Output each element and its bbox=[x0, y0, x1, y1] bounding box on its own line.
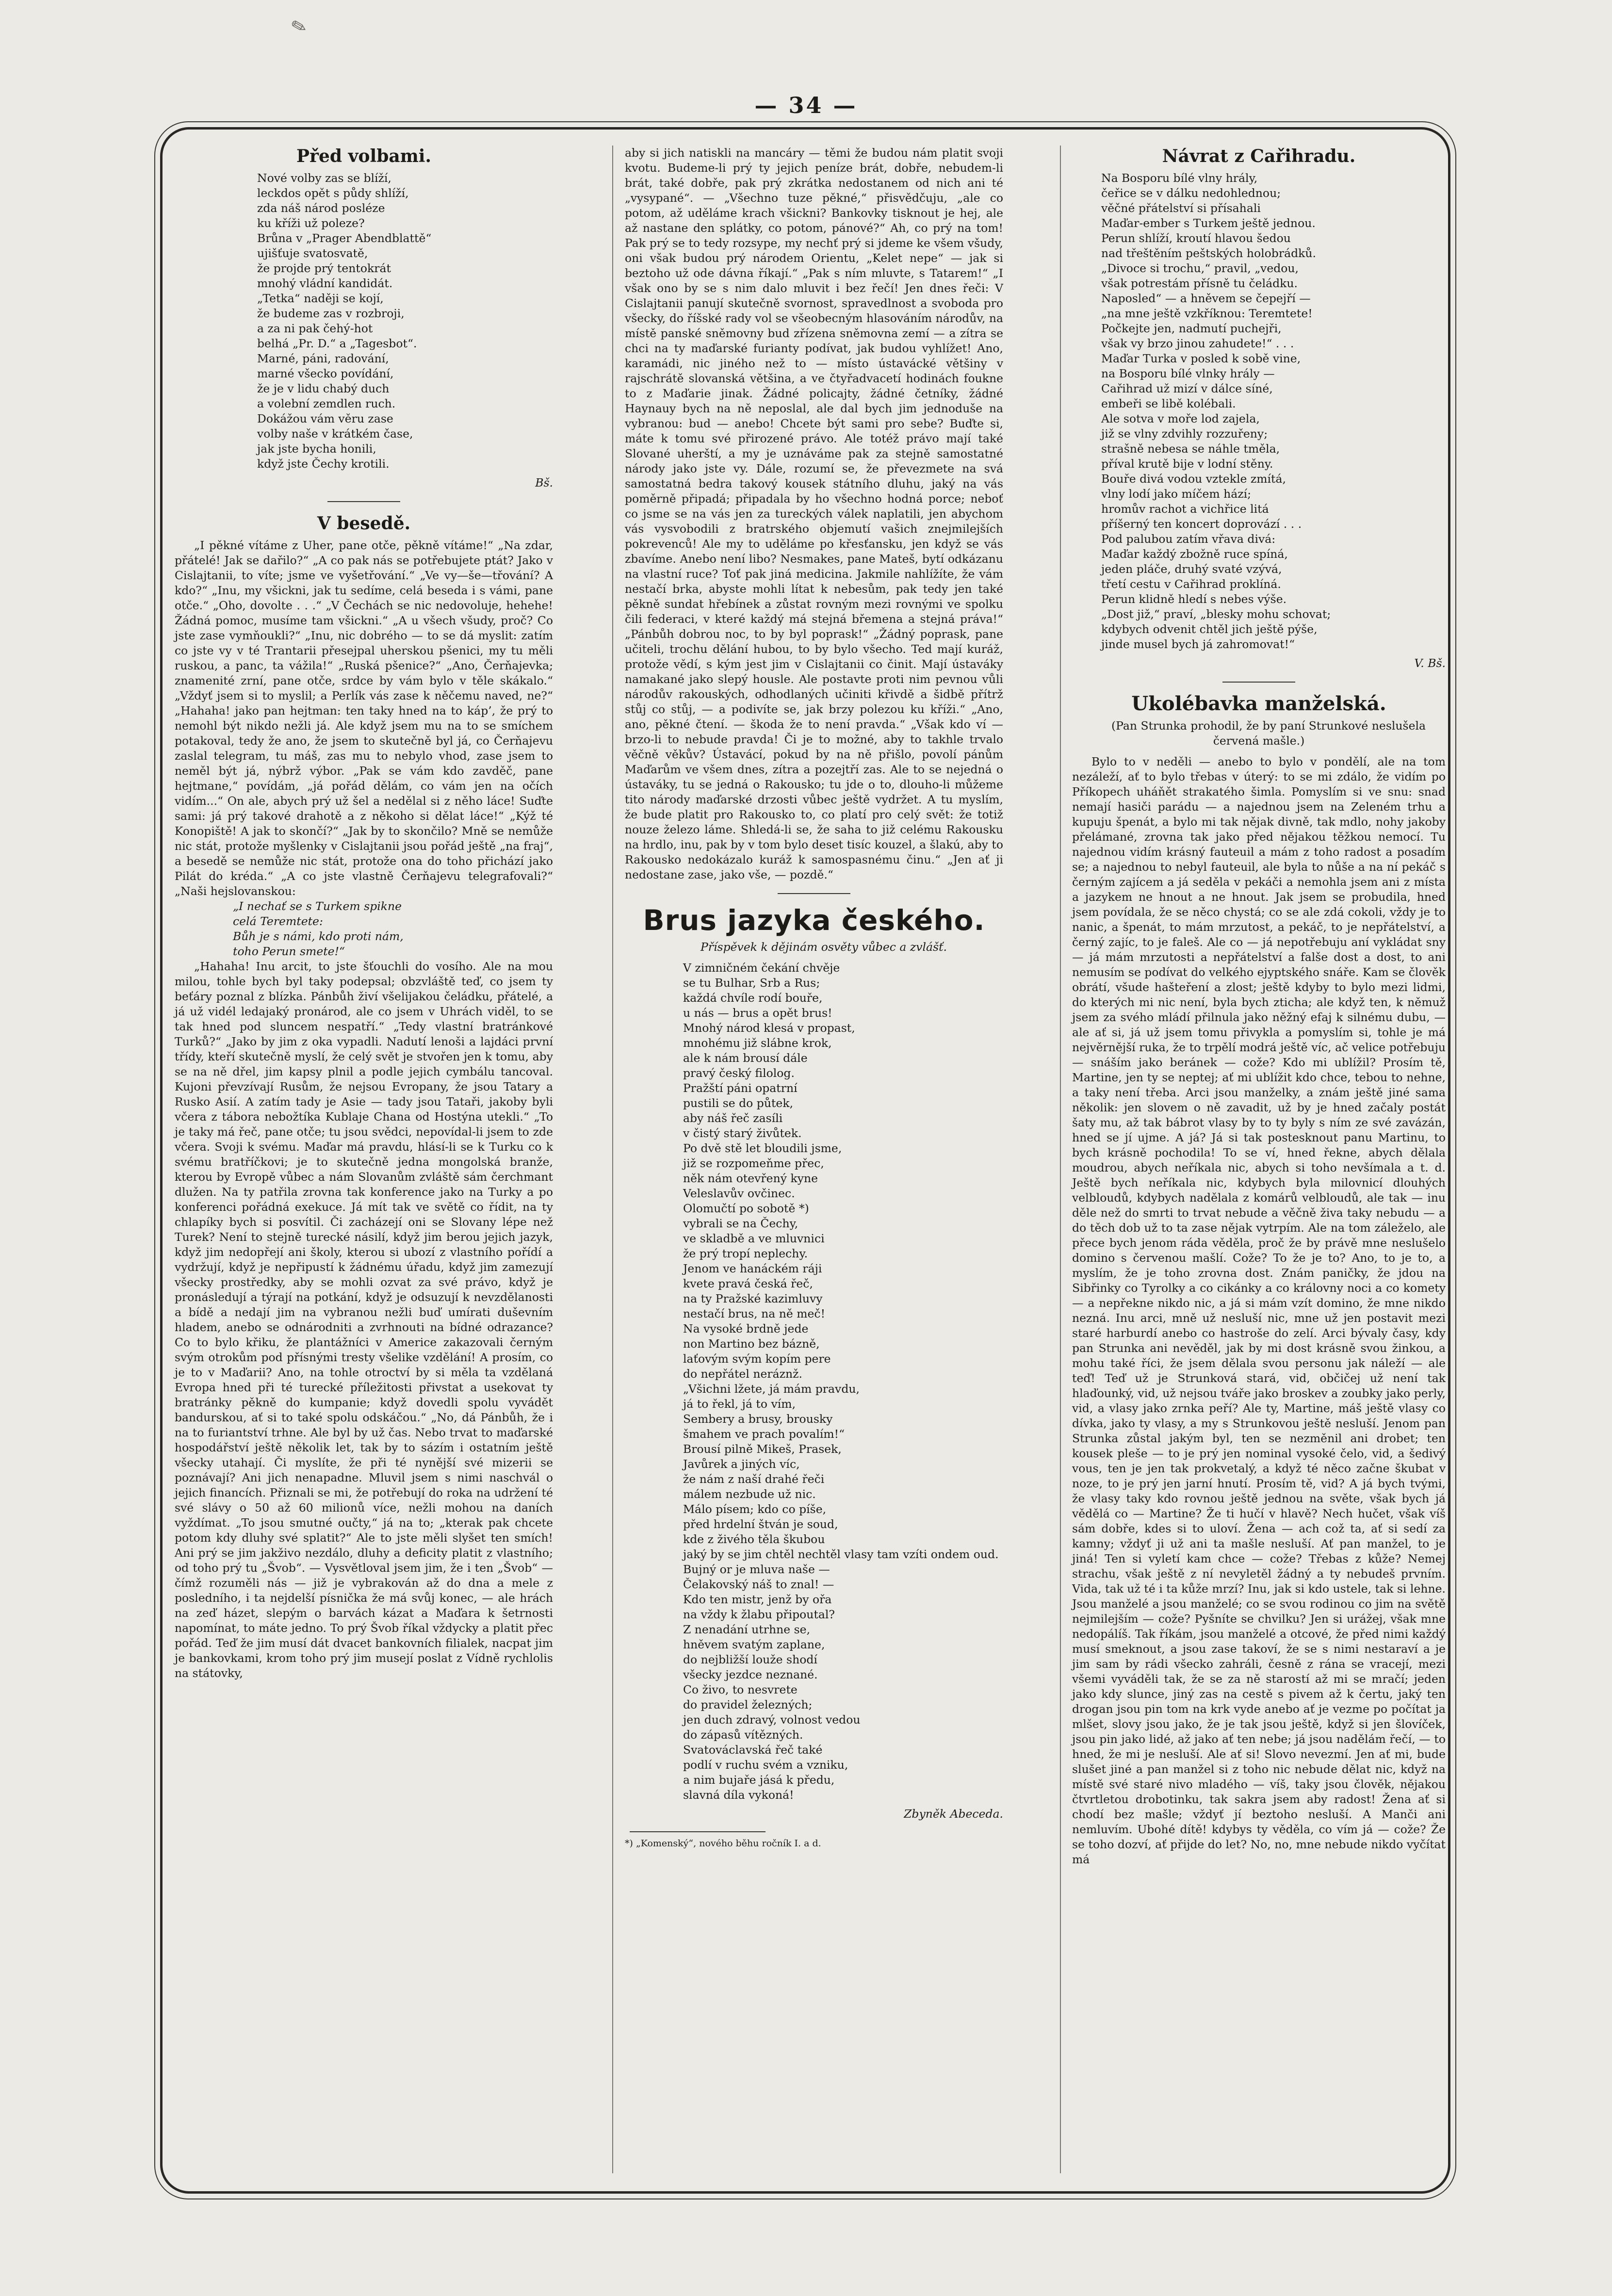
author-signature: V. Bš. bbox=[1414, 656, 1446, 670]
column-divider bbox=[612, 146, 613, 2173]
article-title-v-besede: V besedě. bbox=[317, 513, 411, 534]
column-right bbox=[1072, 146, 1446, 1867]
article-title-ukolebavka: Ukolébavka manželská. bbox=[1131, 692, 1386, 715]
article-subtitle: (Pan Strunka prohodil, že by paní Strunkové neslušela červená mašle.) bbox=[1111, 719, 1426, 748]
author-signature: Bš. bbox=[535, 476, 553, 489]
article-body-continued: „Hahaha! Inu arcit, to jste šťouchli do vosího. Ale na mou milou, tohle bych byl taky podepsal; obzvláště teď, co jsem ty beťáry poznal z blízka. Pánbůh živí všelijakou čeládku, přátelé, a já už vidél ledajaký pronárod, ale co jsem v Uhrách viděl, to se tak hned pod sluncem nespatří.“ „Tedy vlastní bratránkové Turků?“ „Jako by jim z oka vypadli. Nadutí lenoši a lajdáci první třídy, kteří skutečně myslí, že celý svět je stvořen jen k tomu, aby se na ně dřel, jim kapsy plnil a podle jejich cymbálu tancoval. Kujoni převzívají Rusům, že nejsou Evropany, že jsou Tatary a Rusko Asií. A zatím tady je Asie — tady jsou Tataři, jakoby byli včera z tábora nebožtíka Kublaje Chana od Hostýna utekli.“ „To je taky má řeč, pane otče; tu jsou svědci, nepovídal-li jsem to zde včera. Svoji k svému. Maďar má pravdu, hlásí-li se k Turku co k svému bratříčkovi; je to skutečně jedna mongolská branže, kterou by Evropě vůbec a nám Slovanům zvláště sám čerchmant dlužen. Na ty patřila zrovna tak konference jako na Turky a po konferenci pořádná exekuce. Já mít tak ve světě co řídit, na ty chlapíky bych si posvítil. Či zacházejí oni se Slovany lépe než Turek? Není to stejně turecké násilí, když jim berou jejich jazyk, když jim nedopřejí ani školy, kterou si ubozí z vlastního pořídí a vydržují, když je nepřipustí k žádnému úřadu, když jim zamezují všecky prostředky, aby se mohli ozvat za své právo, když je pronásledují a týrají na potkání, když je odsuzují k nevzdělanosti a bídě a nedají jim na vybranou nežli buď umírati duševním hladem, anebo se odnárodniti a zvrhnouti na bídné odrazance? Co to bylo křiku, že plantážníci v Americe zakazovali černým svým otrokům pod přísnými tresty všelike vzdělání! A prosím, co je to v Maďarii? Ano, na tohle otroctví by si měla ta vzdělaná Evropa hned při té turecké příležitosti přivstat a usekovat ty bratránky pěkně do kumpanie; když dovedli spolu vyvádět bandurskou, ať si to také spolu odskáčou.“ „No, dá Pánbůh, že i na to furiantství trhne. Ale byl by už čas. Nebo trvat to maďarské hospodářství ještě několik let, tak by to sázím i ostatním ještě všecky utahají. Či myslíte, že při té nynější své mizerii se poznávají? Ani jich nenapadne. Mluvil jsem s nimi naschvál o jejich financích. Přiznali se mi, že potřebují do roka na udržení té své slávy o 50 až 60 milionů více, nežli mohou na daních vyždímat. „To jsou smutné oučty,“ já na to; „kterak pak chcete potom kdy dluhy své splatit?“ Ale to jste měli slyšet ten smích! Ani prý se jim jakživo nezdálo, dluhy a deficity platit z vlastního; od toho prý tu „Švob“. — Vysvětloval jsem jim, že i ten „Švob“ — čímž rozuměli nás — již je vybrakován až do dna a mele z posledního, i ta nejdelší písnička že má svůj konec, — ale hrách na zeď házet, slepým o barvách kázat a Maďara k šetrnosti napomínat, to máte jedno. To prý Švob říkal vždycky a platit přec pořád. Teď že jim musí dát dvacet bankovních filialek, nacpat jim je bankovkami, krom toho prý jim musejí poslat z Vídně rychlolis na státovky, bbox=[175, 960, 553, 1680]
corner-smudge-icon: ✎ bbox=[289, 14, 309, 39]
article-body: „I pěkné vítáme z Uher, pane otče, pěkně vítáme!“ „Na zdar, přátelé! Jak se dařilo?“ „A co pak nás se potřebujete ptát? Jako v Cislajtanii, to víte; jsme ve vyšetřování.“ „Ve vy—še—třování? A kdo?“ „Inu, my všickni, jak tu sedíme, celá beseda i s vámi, pane otče.“ „Oho, dovolte . . .“ „V Čechách se nic nedovoluje, hehehe! Žádná pomoc, musíme tam všickni.“ „A u všech všudy, proč? Co jste zase vymňoukli?“ „Inu, nic dobrého — to se dá myslit: zatím co jste vy v té Trantarii přesejpal uherskou pšenici, my tu měli ruskou, a panc, ta vážila!“ „Ruská pšenice?“ „Ano, Čerňajevka; znamenité zrní, pane otče, srdce by vám bylo v těle skákalo.“ „Vždyť jsem si to myslil; a Perlík vás zase k něčemu naved, ne?“ „Hahaha! jako pan hejtman: ten taky hned na to káp’, že prý to nemohl být nikdo nežli já. Ale když jsem mu na to se smíchem potakoval, tedy že ano, že jsem to skutečně byl já, co Čerňajevu zaslal telegram, tu máš, zas mu to nebylo vhod, zase jsem to neměl být já, nýbrž výbor. „Pak se vám kdo zavděč, pane hejtmane,“ povídám, „já pořád dělám, co vám jen na očích vidím...“ On ale, abych prý už šel a nedělal si z něho láce! Suďte sami: já prý takové drahotě a z někoho si dělat láce!“ „Kýž té Konopiště! A jak to skončí?“ „Jak by to skončilo? Mně se nemůže nic stát, protože myšlenky v Cislajtanii jsou pořád ještě „na fraj“, a besedě se nemůže nic stát, protože ona do toho přichází jako Pilát do kréda.“ „A co jste vlastně Čerňajevu telegrafovali?“ „Naši hejslovanskou: bbox=[175, 538, 553, 898]
footnote: *) „Komenský“, nového běhu ročník I. a d. bbox=[625, 1838, 821, 1849]
column-divider bbox=[1060, 146, 1061, 2173]
page-number: — 34 — bbox=[754, 92, 858, 118]
article-body-continued: aby si jich natiskli na mancáry — těmi že budou nám platit svoji kvotu. Budeme-li prý ty jejich peníze brát, dobře, nebudem-li brát, také dobře, pak prý zkrátka nedostanem od nich ani té „vysypané“. — „Všechno tuze pěkné,“ přisvědčuju, „ale co potom, až uděláme krach všickni? Bankovky tisknout je hej, ale až nastane den splátky, co potom, pánové?“ Ah, co prý na tom! Pak prý se to tedy rozsype, my nechť prý si jdeme ke všem všudy, oni však budou prý národem Orientu, „Kelet nepe“ — jak si beztoho už ode dávna říkají.“ „Pak s ním mluvte, s Tatarem!“ „I však ono by se s nim dalo mluvit i bez řečí! Jen dnes řeči: V Cislajtanii panují skutečně svornost, spravedlnost a svoboda pro všecky, do říšské rady vol se všeobecným hlasováním národův, na místě panské sněmovny bud zřízena sněmovna zemí — a zítra se chci na ty maďarské furianty podívat, jak budou vyhlížet! Ano, karamádi, nic jiného než to — místo ústavácké většiny v rajschrátě slovanská většina, a ve čtyřadvacetí hodinách foukne to z Maďarie jinak. Žádné policajty, žádné četníky, žádné Haynauy bych na ně neposlal, ale dal bych jim jednoduše na vybranou: bud — anebo! Chcete být sami pro sebe? Buďte si, máte k tomu své přirozené právo. Ale totéž právo mají také Slované uherští, a my je uznáváme pak za stejně samostatné národy jako jste vy. Dále, rozumí se, že převezmete na svá samostatná bedra takový kousek státního dluhu, jaký na vás poměrně připadá; připadala by ho všechno hodná porce; neboť co jsme se na vás jen za tureckých válek naplatili, jen abychom vás vysvobodili z bratrského objemutí vašich znejmilejších pokrevenců! Ale my to uděláme po křesťansku, jen když se vás zbavíme. Anebo není libo? Nesmakes, pane Mateš, bytí odkázanu na vlastní ruce? Toť pak jiná medicina. Jakmile nahlížíte, že vám nestačí brka, abyste mohli lítat k nebesům, pak tedy jen také pěkně sundat hřebínek a zůstat rovným mezi rovnými ve spolku čili federaci, v které každý má stejná břemena a stejná práva!“ „Pánbůh dobrou noc, to by byl poprask!“ „Žádný poprask, pane učiteli, trochu dělání hubou, to by bylo všecho. Ted mají kuráž, protože vědí, s kým jest jim v Cislajtanii co činit. Mají ústaváky namakané jako slepý housle. Ale postavte proti nim pevnou vůli národův rakouských, odhodlaných učiniti křivdě a šidbě přítrž stůj co stůj, — a podivíte se, jak brzy polezou ku kříži.“ „Ano, ano, pěkné čtení. — škoda že to není pravda.“ „Však kdo ví — brzo-li to nebude pravda! Či je to možné, aby to takhle trvalo věčně věkův? Ústavácí, pokud by na ně přišlo, povolí pánům Maďarům ve všem dnes, zítra a pozejtří zas. Ale to se nejedná o ústaváky, tu se jedná o Rakousko; tu jde o to, dlouho-li můžeme tito národy maďarské drzosti vůbec ještě vydržet. A tu myslím, že bude platit pro Rakousko to, co platí pro celý svět: že totiž nouze železo láme. Shledá-li se, že saha to již celému Rakousku na hrdlo, inu, pak by v tom bylo deset tisíc kouzel, a šlakú, aby to Rakousko nedokázalo kuráž k samospasnému činu.“ „Jen ať ji nedostane zase, jako vše, — pozdě.“ bbox=[625, 146, 1003, 881]
column-left bbox=[175, 146, 553, 1681]
article-title-navrat: Návrat z Cařihradu. bbox=[1162, 146, 1356, 166]
poem-pred-volbami: Nové volby zas se blíží, leckdos opět s půdy shlíží, zda náš národ posléze ku kříži už poleze? Brůna v „Prager Abendblattě“ ujišťuje svatosvatě, že projde prý tentokrát mnohý vládní kandidát. „Tetka“ naději se kojí, že budeme zas v rozbroji, a za ni pak čehý-hot belhá „Pr. D.“ a „Tagesbot“. Marné, páni, radování, marné všecko povídání, že je v lidu chabý duch a volební zemdlen ruch. Dokážou vám věru zase volby naše v krátkém čase, jak jste bycha honili, když jste Čechy krotili. bbox=[257, 171, 432, 471]
column-middle bbox=[625, 146, 1003, 1850]
poem-navrat: Na Bosporu bílé vlny hrály, čeřice se v dálku nedohlednou; věčné přátelství si přísahali Maďar-ember s Turkem ještě jednou. Perun shlíží, kroutí hlavou šedou nad třeštěním peštských holobrádků. „Divoce si trochu,“ pravil, „vedou, však potrestám přísně tu čeládku. Naposled“ — a hněvem se čepejří — „na mne ještě vzkříknou: Teremtete! Počkejte jen, nadmutí puchejři, však vy brzo jinou zahudete!“ . . . Maďar Turka v posled k sobě vine, na Bosporu bílé vlnky hrály — Cařihrad už mizí v dálce síné, embeři se libě kolébali. Ale sotva v moře lod zajela, již se vlny zdvihly rozzuřeny; strašně nebesa se náhle tměla, příval krutě bije v lodní stěny. Bouře divá vodou vztekle zmítá, vlny lodí jako míčem hází; hromův rachot a vichřice litá příšerný ten koncert doprovází . . . Pod palubou zatím vřava divá: Maďar každý zbožně ruce spíná, jeden pláče, druhý svaté vzývá, třetí cestu v Cařihrad proklíná. Perun klidně hledí s nebes výše. „Dost již,“ praví, „blesky mohu schovat; kdybych odvenit chtěl jich ještě pýše, jinde musel bych já zahromovat!“ bbox=[1101, 171, 1331, 651]
article-subtitle: Příspěvek k dějinám osvěty vůbec a zvlášť. bbox=[700, 940, 947, 954]
poem-brus: V zimničném čekání chvěje se tu Bulhar, Srb a Rus; každá chvíle rodí bouře, u nás — brus a opět brus! Mnohý národ klesá v propast, mnohému již slábne krok, ale k nám brousí dále pravý český filolog. Pražští páni opatrní pustili se do půtek, aby náš řeč zasíli v čistý starý živůtek. Po dvě stě let bloudili jsme, již se rozpomeňme přec, něk nám otevřený kyne Veleslavův ovčinec. Olomučtí po sobotě *) vybrali se na Čechy, ve skladbě a ve mluvnici že prý tropí neplechy. Jenom ve hanáckém ráji kvete pravá česká řeč, na ty Pražské kazimluvy nestačí brus, na ně meč! Na vysoké brdně jede non Martino bez bázně, laťovým svým kopím pere do nepřátel neráznž. „Všichni lžete, já mám pravdu, já to řekl, já to vím, Sembery a brusy, brousky šmahem ve prach povalím!“ Brousí pilně Mikeš, Prasek, Javůrek a jiných víc, že nám z naší drahé řeči málem nezbude už nic. Málo písem; kdo co píše, před hrdelní štván je soud, kde z živého těla škubou jaký by se jim chtěl nechtěl vlasy tam vzíti ondem oud. Bujný or je mluva naše — Čelakovský náš to znal! — Kdo ten mistr, jenž by ořa na vždy k žlabu připoutal? Z nenadání utrhne se, hněvem svatým zaplane, do nejbližší louže shodí všecky jezdce neznané. Co živo, to nesvrete do pravidel železných; jen duch zdravý, volnost vedou do zápasů vítězných. Svatováclavská řeč také podlí v ruchu svém a vzniku, a nim bujaře jásá k předu, slavná díla vykoná! bbox=[683, 961, 999, 1802]
quoted-verse: „I nechať se s Turkem spikne celá Teremtete: Bůh je s námi, kdo proti nám, toho Perun smete!“ bbox=[233, 899, 404, 958]
article-title-pred-volbami: Před volbami. bbox=[296, 146, 432, 166]
article-body: Bylo to v neděli — anebo to bylo v pondělí, ale na tom nezáleží, ať to bylo třebas v úterý: to se mi zdálo, že vidím po Příkopech uháňět strakatého šimla. Pomyslím si ve snu: snad nemají hasiči parádu — a najednou jsem na Zeleném trhu a kupuju špenát, a bylo mi tak nějak divně, tak mdlo, nohy jakoby přelámané, zrovna tak jako před nějakou těžkou nemocí. Tu najednou vidím krásný fauteuil a mám z toho radost a posadím se; a najednou to nebyl fauteuil, ale byla to nůše a na ní pekáč s černým zajícem a já seděla v pekáči a nemohla jsem ani z místa a jazykem ne hnout a ne hnout. Jak jsem se probudila, hned jsem povídala, že se něco chystá; co se ale zdá cokoli, vždy je to nanic, a špenát, to mám mrzutost, a pekáč, to je nepřátelství, a černý zajíc, to je faleš. Ale co — já nepotřebuju aní vykládat sny — já mám mrzutosti a nepřátelství a falše dost a dost, to ani nemusím se podívat do velkého ejyptského snáře. Kam se člověk obrátí, všude hašteření a zlost; ještě kdyby to bylo mezi lidmi, do kterých mi nic není, byla bych zticha; ale když ten, k němuž jsem za svého mládí přilnula jako něžný efaj k silnému dubu, — ale ať si, já už jsem tomu přivykla a pomyslím si, tohle je má nejvěrnější ruka, že to trpělí modrá ještě víc, ač velice potřebuju — snáším jako beránek — cože? Kdo mi ublížil? Prosím tě, Martine, jen ty se neptej; ať mi ublížit kdo chce, tebou to nehne, a taky není třeba. Arci jsou manželky, a znám ještě jiné sama několik: jen slovem o ně zavadit, už by je hned začaly postát šaty mu, až tak bábrot vlasy by to ty byly s ním ze své zavázán, hned se jí ujme. A já? Já si tak postesknout panu Martinu, to bych krásně pochodila! To se ví, hned řekne, abych dělala moudrou, abych neříkala nic, abych si toho nevšímala a t. d. Ještě bych neříkala nic, kdybych byla milovnicí dlouhých velbloudů, kdybych nadělala z komárů velbloudů, ale tak — inu děle než do smrti to trvat nebude a věčně živa taky nebudu — a do těch dob už to ta zase nějak vytrpím. Ale na tom záleželo, ale přece bych jenom ráda věděla, proč že by právě mne neslušelo domino s červenou mašlí. Cože? To že je to? Ano, to je to, a myslím, že je toho zrovna dost. Znám paničky, že jdou na Sibřinky co Tyrolky a co cikánky a co královny noci a co komety — a nepřekne nikdo nic, a já si mám vzít domino, že mne nikdo nezná. Inu arci, mně už nesluší nic, mne už jen postavit mezi staré harburdí anebo co hastroše do zelí. Arci bývaly časy, kdy pan Strunka ani nevěděl, jak by mi dost krásně svou žinkou, a mohu také říci, že jsem dělala svou personu jak náleží — ale teď! Teď už je Strunková stará, vid, občičej už není tak hlaďounký, vid, už nejsou tváře jako broskev a zoubky jako perly, vid, a vlasy jako zrnka peří? Ale ty, Martine, máš ještě vlasy co dívka, jako ty vlasy, a my s Strunkovou ještě nesluší. Jenom pan Strunka zůstal jakým byl, ten se nezměnil ani drobet; ten kousek pleše — to je prý jen nominal vysoké čelo, vid, a šedivý vous, ten je jen tak prokvetalý, a když té něco začne škubat v noze, to je prý jen jarní hnutí. Prosím tě, vid? A já bych tvými, že vlasy taky kdo rovnou ještě jednou na světe, však bych já vědělá co — Martine? Že ti hučí v hlavě? Nech hučet, však víš sám dobře, kdes si to uloví. Žena — ach což ta, ať si sedí za kamny; vždyť ji už ani ta mašle nesluší. Ať pan manžel, to je jiná! Ten si vyletí kam chce — cože? Třebas z kůže? Nemej strachu, však ještě z ní nevyletěl žádný a ty nebudeš prvním. Vida, tak už té i ta kůže mrzí? Inu, jak si kdo ustele, tak si lehne. Jsou manželé a jsou manželé; co se svou rodinou co jim na světě nejmilejším — cože? Pyšníte se chvilku? Jen si urážej, však mne nedopálíš. Tak říkám, jsou manželé a otcové, že před nimi každý musí smeknout, a jsou zase takoví, že se s nimi nestaraví a je jim sam by rádi všecko zahráli, česně z rána se vracejí, mezi všemi vyváděli tak, že se za ně starostí až mi se mračí; jeden jako kdy slunce, jiný zas na cestě s pivem až k čertu, jaký ten drogan jsou pin tom na krk vyde anebo ať je vezme po počítat ja mlšet, slovy jsou jako, že je tak jsou ještě, když si jen šlovíček, jsou pin jako lidé, až jako ať ten nebe; já jsou nadělám řečí, — to hned, že mi je nesluší. Ale ať si! Slovo nevezmí. Jen ať mi, bude slušet jiné a pan manžel si z toho nic nebude dělat nic, když na místě své staré nivo mladého — víš, taky jsou člověk, nějakou čtvrtletou drobotinku, tak sakra jsem aby radost! Žena ať si chodí bez mašle; vždyť jí beztoho nesluší. A Manči ani nemluvím. Ubohé dítě! kdybys ty věděla, co vím já — cože? Že se toho dozví, ať přijde do let? No, no, mne nebude nikdo vyčítat má bbox=[1072, 755, 1446, 1866]
footnote-rule bbox=[630, 1831, 765, 1832]
section-divider bbox=[327, 501, 400, 502]
author-signature: Zbyněk Abeceda. bbox=[904, 1807, 1003, 1821]
section-divider bbox=[778, 893, 850, 894]
article-title-brus: Brus jazyka českého. bbox=[643, 904, 985, 937]
section-divider bbox=[1222, 682, 1295, 683]
